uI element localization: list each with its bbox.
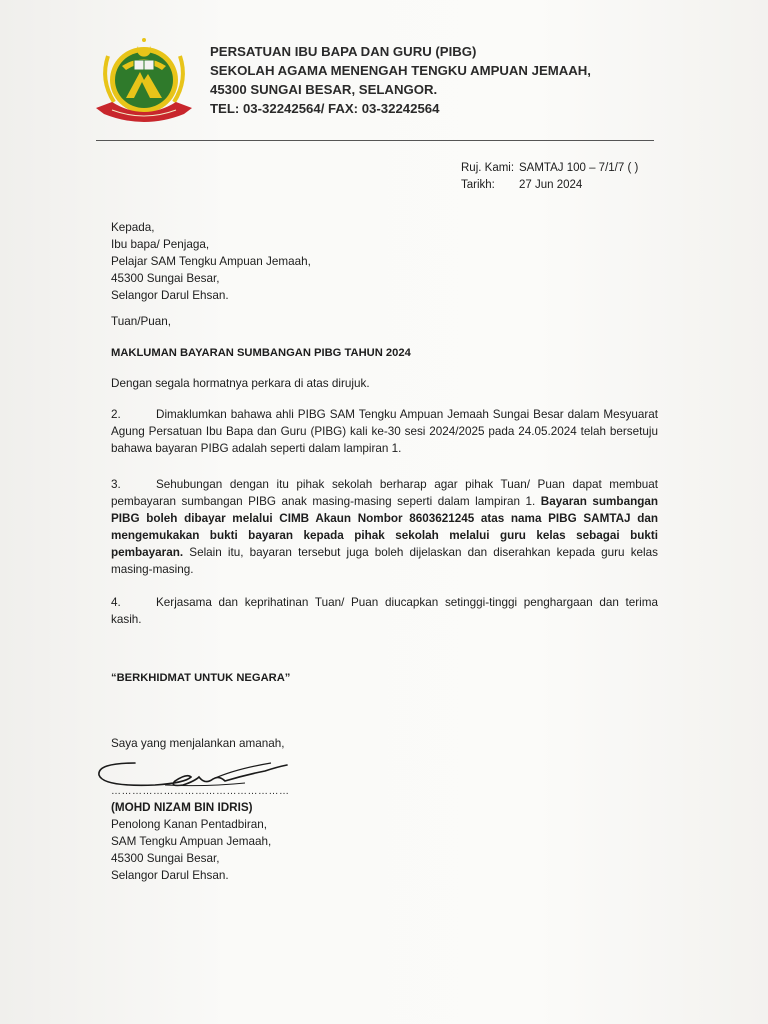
paragraph-number: 3. bbox=[111, 478, 121, 491]
reference-label: Ruj. Kami: bbox=[461, 162, 515, 174]
letter-subject: MAKLUMAN BAYARAN SUMBANGAN PIBG TAHUN 2024 bbox=[111, 347, 411, 359]
date-value: 27 Jun 2024 bbox=[519, 179, 583, 191]
recipient-line: 45300 Sungai Besar, bbox=[111, 272, 220, 285]
signer-name: (MOHD NIZAM BIN IDRIS) bbox=[111, 801, 253, 814]
school-crest-logo bbox=[92, 36, 196, 122]
signer-block bbox=[111, 799, 658, 884]
signer-line: SAM Tengku Ampuan Jemaah, bbox=[111, 835, 272, 848]
signature-line: …………………………………………… bbox=[111, 786, 290, 797]
signer-line: 45300 Sungai Besar, bbox=[111, 852, 220, 865]
paragraph-2 bbox=[111, 406, 658, 457]
paragraph-text: Selain itu, bayaran tersebut juga boleh dijelaskan dan diserahkan kepada guru kelas masing-masing. bbox=[111, 546, 658, 576]
letterhead-phone-fax: TEL: 03-32242564/ FAX: 03-32242564 bbox=[210, 101, 440, 116]
paragraph-text: Sehubungan dengan itu pihak sekolah berharap agar pihak Tuan/ Puan dapat membuat pembayaran sumbangan PIBG anak masing-masing seperti dalam lampiran 1. bbox=[111, 478, 658, 508]
paragraph-number: 2. bbox=[111, 408, 121, 421]
paragraph-3 bbox=[111, 476, 658, 578]
recipient-line: Pelajar SAM Tengku Ampuan Jemaah, bbox=[111, 255, 311, 268]
paragraph-number: 4. bbox=[111, 596, 121, 609]
letterhead bbox=[210, 42, 591, 118]
signer-line: Penolong Kanan Pentadbiran, bbox=[111, 818, 267, 831]
date-row bbox=[461, 177, 638, 194]
reference-block bbox=[461, 160, 638, 194]
letterhead-school-name: SEKOLAH AGAMA MENENGAH TENGKU AMPUAN JEMAAH, bbox=[210, 63, 591, 78]
recipient-line: Selangor Darul Ehsan. bbox=[111, 289, 229, 302]
recipient-line: Kepada, bbox=[111, 221, 155, 234]
recipient-address bbox=[111, 219, 658, 304]
paragraph-text: Kerjasama dan keprihatinan Tuan/ Puan diucapkan setinggi-tinggi penghargaan dan terima kasih. bbox=[111, 596, 658, 626]
paragraph-4 bbox=[111, 594, 658, 628]
recipient-line: Ibu bapa/ Penjaga, bbox=[111, 238, 210, 251]
letterhead-divider bbox=[96, 140, 654, 141]
letterhead-address: 45300 SUNGAI BESAR, SELANGOR. bbox=[210, 82, 438, 97]
paragraph-text: Dimaklumkan bahawa ahli PIBG SAM Tengku Ampuan Jemaah Sungai Besar dalam Mesyuarat Agung Persatuan Ibu Bapa dan Guru (PIBG) kali ke-30 sesi 2024/2025 pada 24.05.2024 telah bersetuju bahawa bayaran PIBG adalah seperti dalam lampiran 1. bbox=[111, 408, 658, 455]
payment-instructions: Bayaran sumbangan PIBG boleh dibayar melalui CIMB Akaun Nombor 8603621245 atas nama PIBG SAMTAJ dan mengemukakan bukti bayaran kepada pihak sekolah melalui guru kelas sebagai bukti pembayaran. bbox=[111, 495, 658, 559]
reference-row bbox=[461, 160, 638, 177]
letterhead-org-name: PERSATUAN IBU BAPA DAN GURU (PIBG) bbox=[210, 44, 477, 59]
reference-value: SAMTAJ 100 – 7/1/7 ( ) bbox=[519, 162, 639, 174]
salutation: Tuan/Puan, bbox=[111, 315, 171, 328]
intro-paragraph: Dengan segala hormatnya perkara di atas dirujuk. bbox=[111, 377, 370, 390]
school-motto: “BERKHIDMAT UNTUK NEGARA” bbox=[111, 672, 291, 684]
date-label: Tarikh: bbox=[461, 179, 495, 191]
closing-phrase: Saya yang menjalankan amanah, bbox=[111, 737, 285, 750]
signer-line: Selangor Darul Ehsan. bbox=[111, 869, 229, 882]
